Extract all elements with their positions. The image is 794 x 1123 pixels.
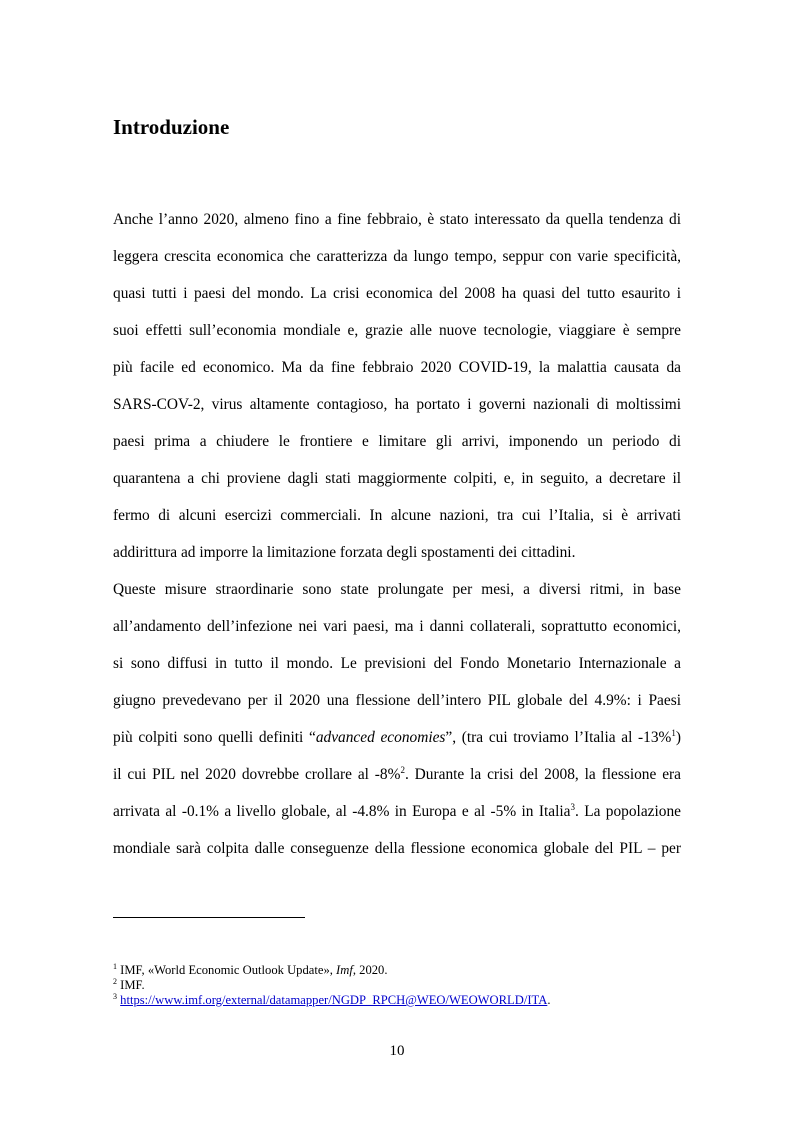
section-heading: Introduzione [113,115,230,139]
body-line: il cui PIL nel 2020 dovrebbe crollare al -8%$^2$. Durante la crisi del 2008, la flessione era [113,764,681,783]
footnote-link[interactable]: https://www.imf.org/external/datamapper/NGDP_RPCH@WEO/WEOWORLD/ITA [120,993,548,1007]
body-line: più colpiti sono quelli definiti “advanced economies”, (tra cui troviamo l’Italia al -13%$^1$) [113,727,682,746]
body-line: si sono diffusi in tutto il mondo. Le previsioni del Fondo Monetario Internazionale a [113,655,681,672]
page-number: 10 [389,1043,405,1059]
body-line: suoi effetti sull’economia mondiale e, grazie alle nuove tecnologie, viaggiare è sempre [113,322,681,339]
italic-term: advanced economies [315,729,446,746]
italic-source: Imf [336,963,353,977]
footnote-number: 1 [113,961,117,971]
body-line: paesi prima a chiudere le frontiere e limitare gli arrivi, imponendo un periodo di [113,433,681,450]
body-line: quasi tutti i paesi del mondo. La crisi economica del 2008 ha quasi del tutto esaurito i [113,285,681,302]
footnote: $^3$ https://www.imf.org/external/datamapper/NGDP_RPCH@WEO/WEOWORLD/ITA. [113,991,551,1007]
footnote-number: 2 [113,976,117,986]
body-line: Queste misure straordinarie sono state prolungate per mesi, a diversi ritmi, in base [113,581,681,598]
body-line: giugno prevedevano per il 2020 una flessione dell’intero PIL globale del 4.9%: i Paesi [113,692,681,709]
footnote-ref[interactable]: 2 [400,764,405,775]
footnote-divider [113,917,305,918]
body-line: arrivata al -0.1% a livello globale, al -4.8% in Europa e al -5% in Italia$^3$. La popolazione [113,801,681,820]
body-line: più facile ed economico. Ma da fine febbraio 2020 COVID-19, la malattia causata da [113,359,681,376]
body-line: addirittura ad imporre la limitazione forzata degli spostamenti dei cittadini. [113,544,576,561]
footnote-number: 3 [113,991,117,1001]
footnote-ref[interactable]: 3 [570,801,575,812]
footnote-ref[interactable]: 1 [671,727,676,738]
body-line: Anche l’anno 2020, almeno fino a fine febbraio, è stato interessato da quella tendenza di [113,211,681,228]
footnote: $^2$ IMF. [113,976,145,992]
body-text [113,201,681,867]
body-line: all’andamento dell’infezione nei vari paesi, ma i danni collaterali, soprattutto economici, [113,618,681,635]
body-line: quarantena a chi proviene dagli stati maggiormente colpiti, e, in seguito, a decretare il [113,470,681,487]
body-line: fermo di alcuni esercizi commerciali. In alcune nazioni, tra cui l’Italia, si è arrivati [113,507,681,524]
body-line: mondiale sarà colpita dalle conseguenze della flessione economica globale del PIL – per [113,840,681,857]
body-line: leggera crescita economica che caratterizza da lungo tempo, seppur con varie specificità, [113,248,681,265]
footnotes [113,963,681,1008]
body-line: SARS-COV-2, virus altamente contagioso, ha portato i governi nazionali di moltissimi [113,396,681,413]
footnote: $^1$ IMF, «World Economic Outlook Update», Imf, 2020. [113,961,388,977]
